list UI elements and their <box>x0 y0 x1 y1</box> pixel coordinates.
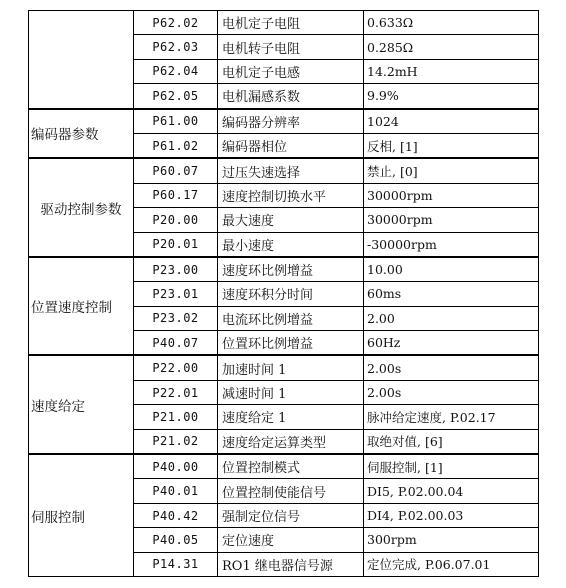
param-code-cell: P62.03 <box>134 35 218 59</box>
param-code-cell: P40.01 <box>134 479 218 503</box>
param-name-cell: 速度给定运算类型 <box>218 429 364 454</box>
param-value-cell: 脉冲给定速度, P.02.17 <box>364 405 539 429</box>
parameter-table <box>28 10 539 577</box>
param-name-cell: 编码器相位 <box>218 133 364 158</box>
param-name-cell: 速度给定 1 <box>218 405 364 429</box>
param-value-cell: 2.00 <box>364 306 539 330</box>
param-value-cell: 9.9% <box>364 84 539 109</box>
group-name-cell: 驱动控制参数 <box>29 158 134 257</box>
param-code-cell: P61.02 <box>134 133 218 158</box>
param-value-cell: 10.00 <box>364 257 539 282</box>
table-row <box>29 454 539 479</box>
param-value-cell: 60Hz <box>364 331 539 356</box>
param-name-cell: 电机漏感系数 <box>218 84 364 109</box>
table-row <box>29 158 539 183</box>
param-code-cell: P23.01 <box>134 282 218 306</box>
param-code-cell: P62.04 <box>134 59 218 83</box>
param-value-cell: 2.00s <box>364 355 539 380</box>
param-value-cell: 2.00s <box>364 380 539 404</box>
param-value-cell: -30000rpm <box>364 232 539 257</box>
group-name-cell: 位置速度控制 <box>29 257 134 356</box>
param-value-cell: DI5, P.02.00.04 <box>364 479 539 503</box>
param-code-cell: P23.00 <box>134 257 218 282</box>
param-name-cell: 电机转子电阻 <box>218 35 364 59</box>
param-code-cell: P21.00 <box>134 405 218 429</box>
param-name-cell: 减速时间 1 <box>218 380 364 404</box>
param-value-cell: 300rpm <box>364 528 539 552</box>
param-value-cell: 30000rpm <box>364 183 539 207</box>
parameter-table-body <box>29 11 539 577</box>
param-name-cell: 电机定子电感 <box>218 59 364 83</box>
table-row <box>29 11 539 35</box>
param-code-cell: P21.02 <box>134 429 218 454</box>
table-row <box>29 257 539 282</box>
param-code-cell: P22.00 <box>134 355 218 380</box>
param-name-cell: 位置控制使能信号 <box>218 479 364 503</box>
param-name-cell: 最小速度 <box>218 232 364 257</box>
param-name-cell: 最大速度 <box>218 208 364 232</box>
param-name-cell: 位置控制模式 <box>218 454 364 479</box>
param-code-cell: P22.01 <box>134 380 218 404</box>
param-name-cell: 电流环比例增益 <box>218 306 364 330</box>
param-name-cell: 定位速度 <box>218 528 364 552</box>
param-code-cell: P60.07 <box>134 158 218 183</box>
param-name-cell: 强制定位信号 <box>218 503 364 527</box>
group-name-cell: 编码器参数 <box>29 109 134 159</box>
param-name-cell: 电机定子电阻 <box>218 11 364 35</box>
param-value-cell: 伺服控制, [1] <box>364 454 539 479</box>
group-name-cell: 速度给定 <box>29 355 134 454</box>
param-code-cell: P20.00 <box>134 208 218 232</box>
group-name-cell <box>29 11 134 109</box>
param-code-cell: P40.05 <box>134 528 218 552</box>
param-value-cell: 取绝对值, [6] <box>364 429 539 454</box>
table-row <box>29 355 539 380</box>
param-value-cell: 1024 <box>364 109 539 134</box>
param-code-cell: P62.02 <box>134 11 218 35</box>
param-value-cell: 0.285Ω <box>364 35 539 59</box>
param-code-cell: P40.42 <box>134 503 218 527</box>
param-code-cell: P40.07 <box>134 331 218 356</box>
group-name-cell: 伺服控制 <box>29 454 134 576</box>
param-name-cell: 过压失速选择 <box>218 158 364 183</box>
param-value-cell: DI4, P.02.00.03 <box>364 503 539 527</box>
param-name-cell: RO1 继电器信号源 <box>218 552 364 576</box>
param-value-cell: 禁止, [0] <box>364 158 539 183</box>
param-code-cell: P40.00 <box>134 454 218 479</box>
param-code-cell: P62.05 <box>134 84 218 109</box>
param-code-cell: P23.02 <box>134 306 218 330</box>
param-code-cell: P20.01 <box>134 232 218 257</box>
param-value-cell: 反相, [1] <box>364 133 539 158</box>
param-name-cell: 速度环比例增益 <box>218 257 364 282</box>
param-code-cell: P60.17 <box>134 183 218 207</box>
param-value-cell: 定位完成, P.06.07.01 <box>364 552 539 576</box>
param-value-cell: 14.2mH <box>364 59 539 83</box>
param-value-cell: 0.633Ω <box>364 11 539 35</box>
param-name-cell: 编码器分辨率 <box>218 109 364 134</box>
param-code-cell: P61.00 <box>134 109 218 134</box>
param-value-cell: 60ms <box>364 282 539 306</box>
param-name-cell: 速度环积分时间 <box>218 282 364 306</box>
param-name-cell: 加速时间 1 <box>218 355 364 380</box>
table-row <box>29 109 539 134</box>
param-name-cell: 速度控制切换水平 <box>218 183 364 207</box>
param-code-cell: P14.31 <box>134 552 218 576</box>
param-value-cell: 30000rpm <box>364 208 539 232</box>
param-name-cell: 位置环比例增益 <box>218 331 364 356</box>
